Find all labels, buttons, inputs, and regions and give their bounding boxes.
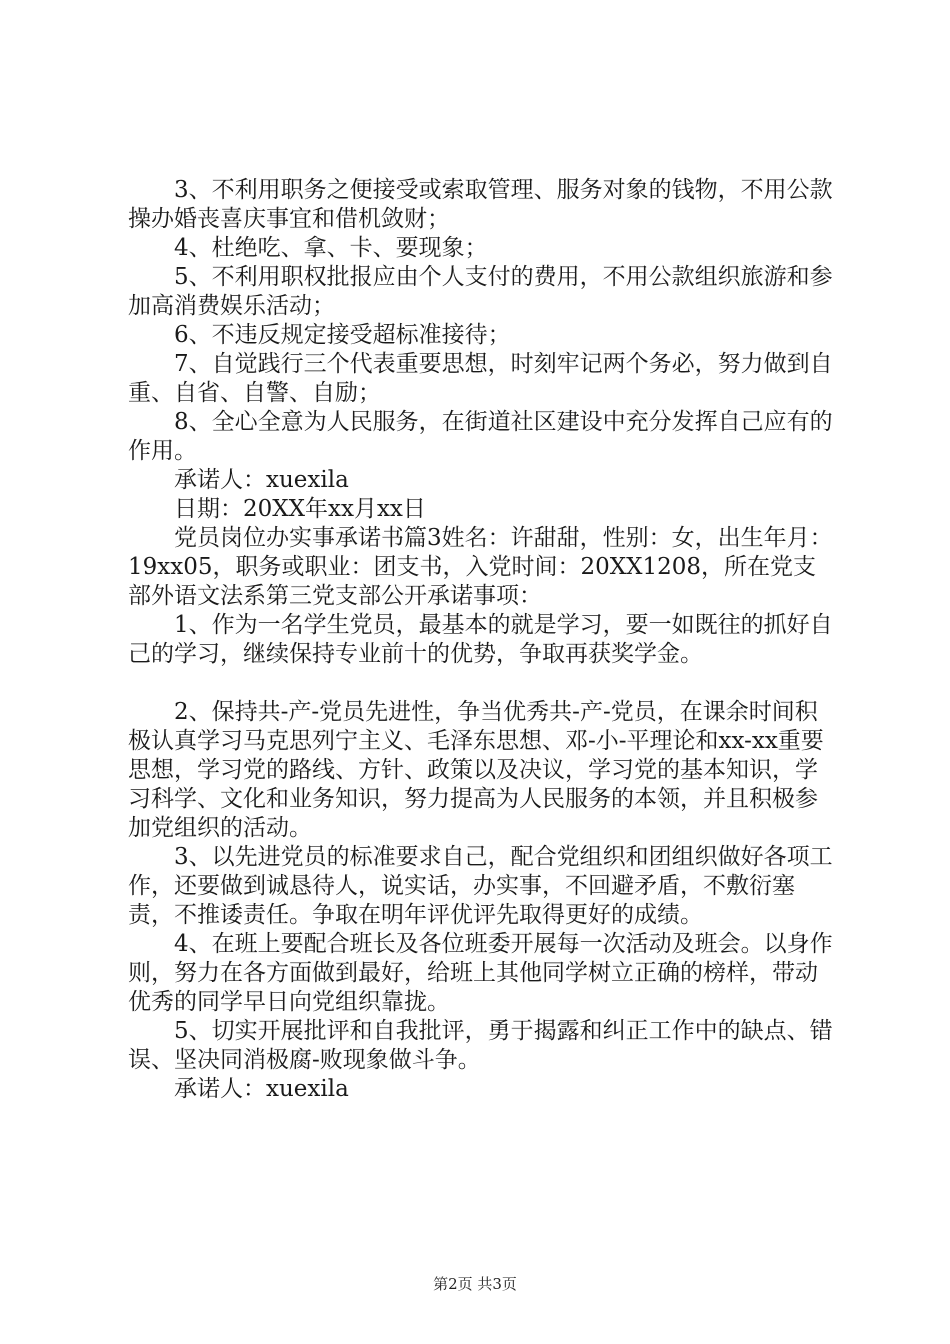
commitment-item-3: 3、以先进党员的标准要求自己，配合党组织和团组织做好各项工作，还要做到诚恳待人，说实话，办实事，不回避矛盾，不敷衍塞责，不推诿责任。争取在明年评优评先取得更好的成绩。 — [128, 844, 833, 928]
paragraph-item-6: 6、不违反规定接受超标准接待； — [174, 322, 511, 348]
document-body — [128, 176, 838, 1104]
paragraph-item-5: 5、不利用职权批报应由个人支付的费用，不用公款组织旅游和参加高消费娱乐活动； — [128, 264, 833, 319]
commitment-item-2: 2、保持共-产-党员先进性，争当优秀共-产-党员，在课余时间积极认真学习马克思列宁主义、毛泽东思想、邓-小-平理论和xx-xx重要思想，学习党的路线、方针、政策以及决议，学习党的基本知识，学习科学、文化和业务知识，努力提高为人民服务的本领，并且积极参加党组织的活动。 — [128, 699, 824, 841]
section-intro: 党员岗位办实事承诺书篇3姓名：许甜甜，性别：女，出生年月：19xx05，职务或职业：团支书，入党时间：20XX1208，所在党支部外语文法系第三党支部公开承诺事项： — [128, 525, 833, 609]
paragraph-item-3: 3、不利用职务之便接受或索取管理、服务对象的钱物，不用公款操办婚丧喜庆事宜和借机敛财； — [128, 177, 833, 232]
page-footer: 第2页 共3页 — [433, 1275, 517, 1293]
date-line: 日期：20XX年xx月xx日 — [174, 496, 426, 522]
paragraph-item-4: 4、杜绝吃、拿、卡、要现象； — [174, 235, 488, 261]
paragraph-item-8: 8、全心全意为人民服务，在街道社区建设中充分发挥自己应有的作用。 — [128, 409, 833, 464]
commitment-item-1: 1、作为一名学生党员，最基本的就是学习，要一如既往的抓好自己的学习，继续保持专业前十的优势，争取再获奖学金。 — [128, 612, 833, 667]
signatory-line-2: 承诺人：xuexila — [174, 1076, 349, 1102]
signatory-line: 承诺人：xuexila — [174, 467, 349, 493]
commitment-item-5: 5、切实开展批评和自我批评，勇于揭露和纠正工作中的缺点、错误、坚决同消极腐-败现象做斗争。 — [128, 1018, 833, 1073]
commitment-item-4: 4、在班上要配合班长及各位班委开展每一次活动及班会。以身作则，努力在各方面做到最好，给班上其他同学树立正确的榜样，带动优秀的同学早日向党组织靠拢。 — [128, 931, 833, 1015]
paragraph-item-7: 7、自觉践行三个代表重要思想，时刻牢记两个务必，努力做到自重、自省、自警、自励； — [128, 351, 833, 406]
